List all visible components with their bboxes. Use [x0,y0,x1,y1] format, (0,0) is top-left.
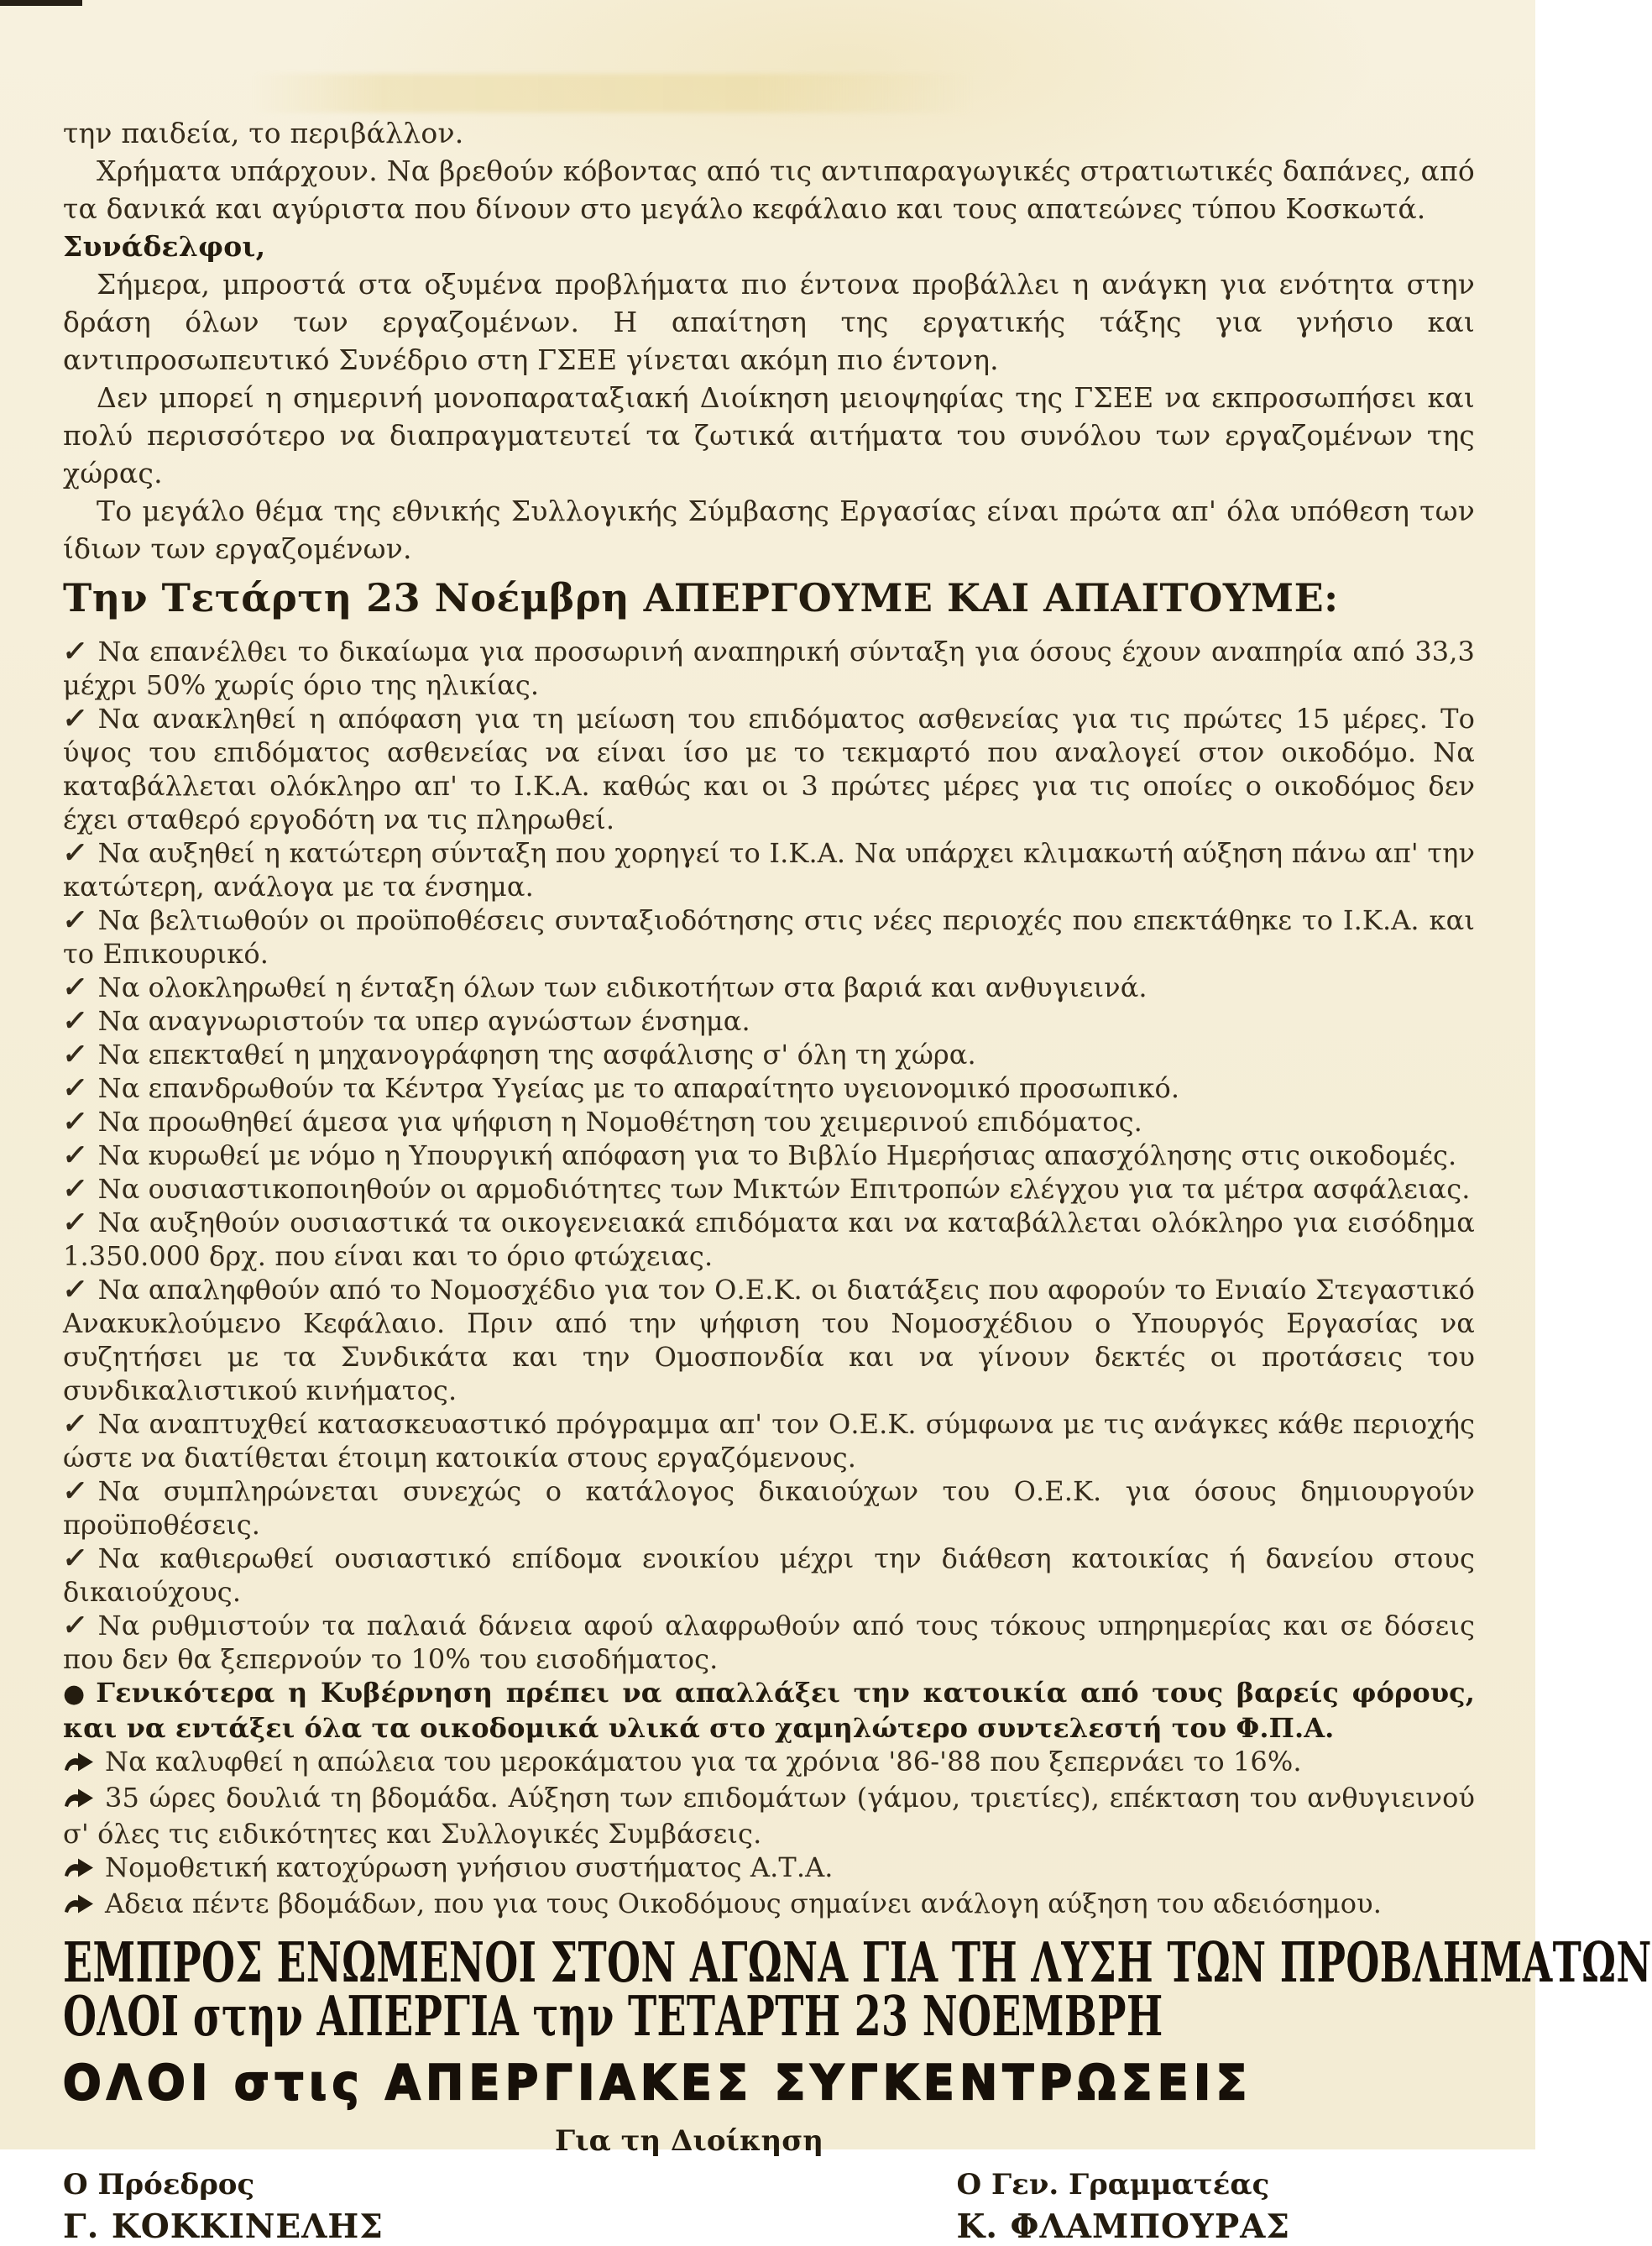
closing-headlines [63,1930,1652,2111]
list-item: ✓ Να ρυθμιστούν τα παλαιά δάνεια αφού αλαφρωθούν από τους τόκους υπηρημερίας και σε δόσεις που δεν θα ξεπερνούν το 10% του εισοδήματος. [60,1609,1475,1675]
check-icon: ✓ [60,635,90,668]
list-item: ✓ Να επεκταθεί η μηχανογράφηση της ασφάλισης σ' όλη τη χώρα. [60,1038,976,1071]
government-demand: ● Γενικότερα η Κυβέρνηση πρέπει να απαλλάξει την κατοικία από τους βαρείς φόρους, και να εντάξει όλα τα οικοδομικά υλικά στο χαμηλώτερο συντελεστή του Φ.Π.Α. [63,1677,1475,1744]
list-item: ✓ Να απαληφθούν από το Νομοσχέδιο για τον Ο.Ε.Κ. οι διατάξεις που αφορούν το Ενιαίο Στεγαστικό Ανακυκλούμενο Κεφάλαιο. Πριν από την ψήφιση του Νομοσχέδιου ο Υπουργός Εργασίας να συζητήσει με τα Συνδικάτα και την Ομοσπονδία και να γίνουν δεκτές οι προτάσεις του συνδικαλιστικού κινήματος. [60,1273,1475,1406]
signature-name: Κ. ΦΛΑΜΠΟΥΡΑΣ [956,2207,1290,2246]
signature-row [63,2168,1475,2245]
demands-list [60,635,1475,1923]
list-item: ✓ Να αναπτυχθεί κατασκευαστικό πρόγραμμα απ' τον Ο.Ε.Κ. σύμφωνα με τις ανάγκες κάθε περιοχής ώστε να διατίθεται έτοιμη κατοικία στους εργαζόμενους. [60,1407,1475,1474]
list-item: ✓ Να επανδρωθούν τα Κέντρα Υγείας με το απαραίτητο υγειονομικό προσωπικό. [60,1071,1180,1105]
paragraph: Το μεγάλο θέμα της εθνικής Συλλογικής Σύμβασης Εργασίας είναι πρώτα απ' όλα υπόθεση των ίδιων των εργαζομένων. [63,495,1475,565]
check-icon: ✓ [60,1474,90,1508]
list-item: ✓ Να ανακληθεί η απόφαση για τη μείωση του επιδόματος ασθενείας για τις πρώτες 15 μέρες. Το ύψος του επιδόματος ασθενείας να είναι ίσο με το τεκμαρτό που αναλογεί στον οικοδόμο. Να καταβάλλεται ολόκληρο απ' το Ι.Κ.Α. καθώς και οι 3 πρώτες μέρες για τις οποίες ο οικοδόμος δεν έχει σταθερό εργοδότη να τις πληρωθεί. [60,702,1475,835]
check-icon: ✓ [60,836,90,870]
curved-right-arrow-icon [63,1747,105,1781]
check-icon: ✓ [60,1172,90,1206]
check-icon: ✓ [60,1004,90,1038]
list-item: ✓ Να επανέλθει το δικαίωμα για προσωρινή αναπηρική σύνταξη για όσους έχουν αναπηρία από 33,3 μέχρι 50% χωρίς όριο της ηλικίας. [60,635,1475,701]
list-item: ✓ Να βελτιωθούν οι προϋποθέσεις συνταξιοδότησης στις νέες περιοχές που επεκτάθηκε το Ι.Κ.Α. και το Επικουρικό. [60,903,1475,970]
signature-name: Γ. ΚΟΚΚΙΝΕΛΗΣ [63,2207,384,2246]
show-through-smudge [252,74,974,113]
check-icon: ✓ [60,1139,90,1172]
curved-right-arrow-icon [63,1853,105,1887]
check-icon: ✓ [60,1038,90,1071]
check-icon: ✓ [60,971,90,1004]
list-item: ✓ Να καθιερωθεί ουσιαστικό επίδομα ενοικίου μέχρι την διάθεση κατοικίας ή δανείου στους δικαιούχους. [60,1542,1475,1608]
check-icon: ✓ [60,1407,90,1441]
paragraph: Σήμερα, μπροστά στα οξυμένα προβλήματα πιο έντονα προβάλλει η ανάγκη για ενότητα στην δράση όλων των εργαζομένων. Η απαίτηση της εργατικής τάξης για γνήσιο και αντιπροσωπευτικό Συνέδριο στη ΓΣΕΕ γίνεται ακόμη πιο έντονη. [63,268,1475,376]
closing-headline-1: ΕΜΠΡΟΣ ΕΝΩΜΕΝΟΙ ΣΤΟΝ ΑΓΩΝΑ ΓΙΑ ΤΗ ΛΥΣΗ ΤΩΝ ΠΡΟΒΛΗΜΑΤΩΝ [63,1930,1652,1995]
paragraph: Χρήματα υπάρχουν. Να βρεθούν κόβοντας από τις αντιπαραγωγικές στρατιωτικές δαπάνες, από τα δανικά και αγύριστα που δίνουν στο μεγάλο κεφάλαιο και τους απατεώνες τύπου Κοσκωτά. [63,154,1475,225]
check-icon: ✓ [60,1105,90,1139]
signature-left [63,2168,384,2245]
list-item: ✓ Να αναγνωριστούν τα υπερ αγνώστων ένσημα. [60,1004,750,1038]
check-icon: ✓ [60,1542,90,1575]
list-item: ✓ Να ολοκληρωθεί η ένταξη όλων των ειδικοτήτων στα βαριά και ανθυγιεινά. [60,971,1148,1004]
signature-role: Ο Γεν. Γραμματέας [956,2168,1270,2201]
list-item: ✓ Να αυξηθούν ουσιαστικά τα οικογενειακά επιδόματα και να καταβάλλεται ολόκληρο για εισόδημα 1.350.000 δρχ. που είναι και το όριο φτώχειας. [60,1206,1475,1272]
list-item: ✓ Να κυρωθεί με νόμο η Υπουργική απόφαση για το Βιβλίο Ημερήσιας απασχόλησης στις οικοδομές. [60,1139,1457,1172]
list-item: Αδεια πέντε βδομάδων, που για τους Οικοδόμους σημαίνει ανάλογη αύξηση του αδειόσημου. [63,1887,1475,1923]
curved-right-arrow-icon [63,1783,105,1817]
list-item: ✓ Να ουσιαστικοποιηθούν οι αρμοδιότητες των Μικτών Επιτροπών ελέγχου για τα μέτρα ασφάλειας. [60,1172,1471,1206]
check-icon: ✓ [60,1273,90,1306]
curved-right-arrow-icon [63,1889,105,1923]
list-item: Νομοθετική κατοχύρωση γνήσιου συστήματος Α.Τ.Α. [63,1851,1475,1887]
closing-headline-3: ΟΛΟΙ στις ΑΠΕΡΓΙΑΚΕΣ ΣΥΓΚΕΝΤΡΩΣΕΙΣ [63,2055,1252,2111]
closing-headline-2: ΟΛΟΙ στην ΑΠΕΡΓΙΑ την ΤΕΤΑΡΤΗ 23 ΝΟΕΜΒΡΗ [63,1984,1163,2049]
bullet-icon: ● [63,1679,86,1709]
strike-heading: Την Τετάρτη 23 Νοέμβρη ΑΠΕΡΓΟΥΜΕ ΚΑΙ ΑΠΑΙΤΟΥΜΕ: [63,575,1339,620]
signatures-section [63,2124,1475,2245]
salutation: Συνάδελφοι, [63,230,266,263]
list-item: Να καλυφθεί η απώλεια του μεροκάματου για τα χρόνια '86-'88 που ξεπερνάει το 16%. [63,1745,1475,1781]
check-icon: ✓ [60,903,90,937]
intro-section [63,114,1475,568]
signature-role: Ο Πρόεδρος [63,2168,255,2201]
check-icon: ✓ [60,702,90,736]
scan-edge [0,0,82,6]
list-item: ✓ Να αυξηθεί η κατώτερη σύνταξη που χορηγεί το Ι.Κ.Α. Να υπάρχει κλιμακωτή αύξηση πάνω απ' την κατώτερη, ανάλογα με τα ένσημα. [60,836,1475,903]
paragraph: την παιδεία, το περιβάλλον. [63,117,464,149]
list-item: 35 ώρες δουλιά τη βδομάδα. Αύξηση των επιδομάτων (γάμου, τριετίες), επέκταση του ανθυγιεινού σ' όλες τις ειδικότητες και Συλλογικές Συμβάσεις. [63,1782,1475,1850]
check-icon: ✓ [60,1609,90,1642]
check-icon: ✓ [60,1071,90,1105]
paragraph: Δεν μπορεί η σημερινή μονοπαραταξιακή Διοίκηση μειοψηφίας της ΓΣΕΕ να εκπροσωπήσει και πολύ περισσότερο να διαπραγματευτεί τα ζωτικά αιτήματα του συνόλου των εργαζομένων της χώρας. [63,381,1475,490]
list-item: ✓ Να προωθηθεί άμεσα για ψήφιση η Νομοθέτηση του χειμερινού επιδόματος. [60,1105,1142,1139]
list-item: ✓ Να συμπληρώνεται συνεχώς ο κατάλογος δικαιούχων του Ο.Ε.Κ. για όσους δημιουργούν προϋποθέσεις. [60,1474,1475,1541]
signature-right [956,2168,1290,2245]
for-the-administration: Για τη Διοίκηση [555,2124,823,2158]
check-icon: ✓ [60,1206,90,1239]
